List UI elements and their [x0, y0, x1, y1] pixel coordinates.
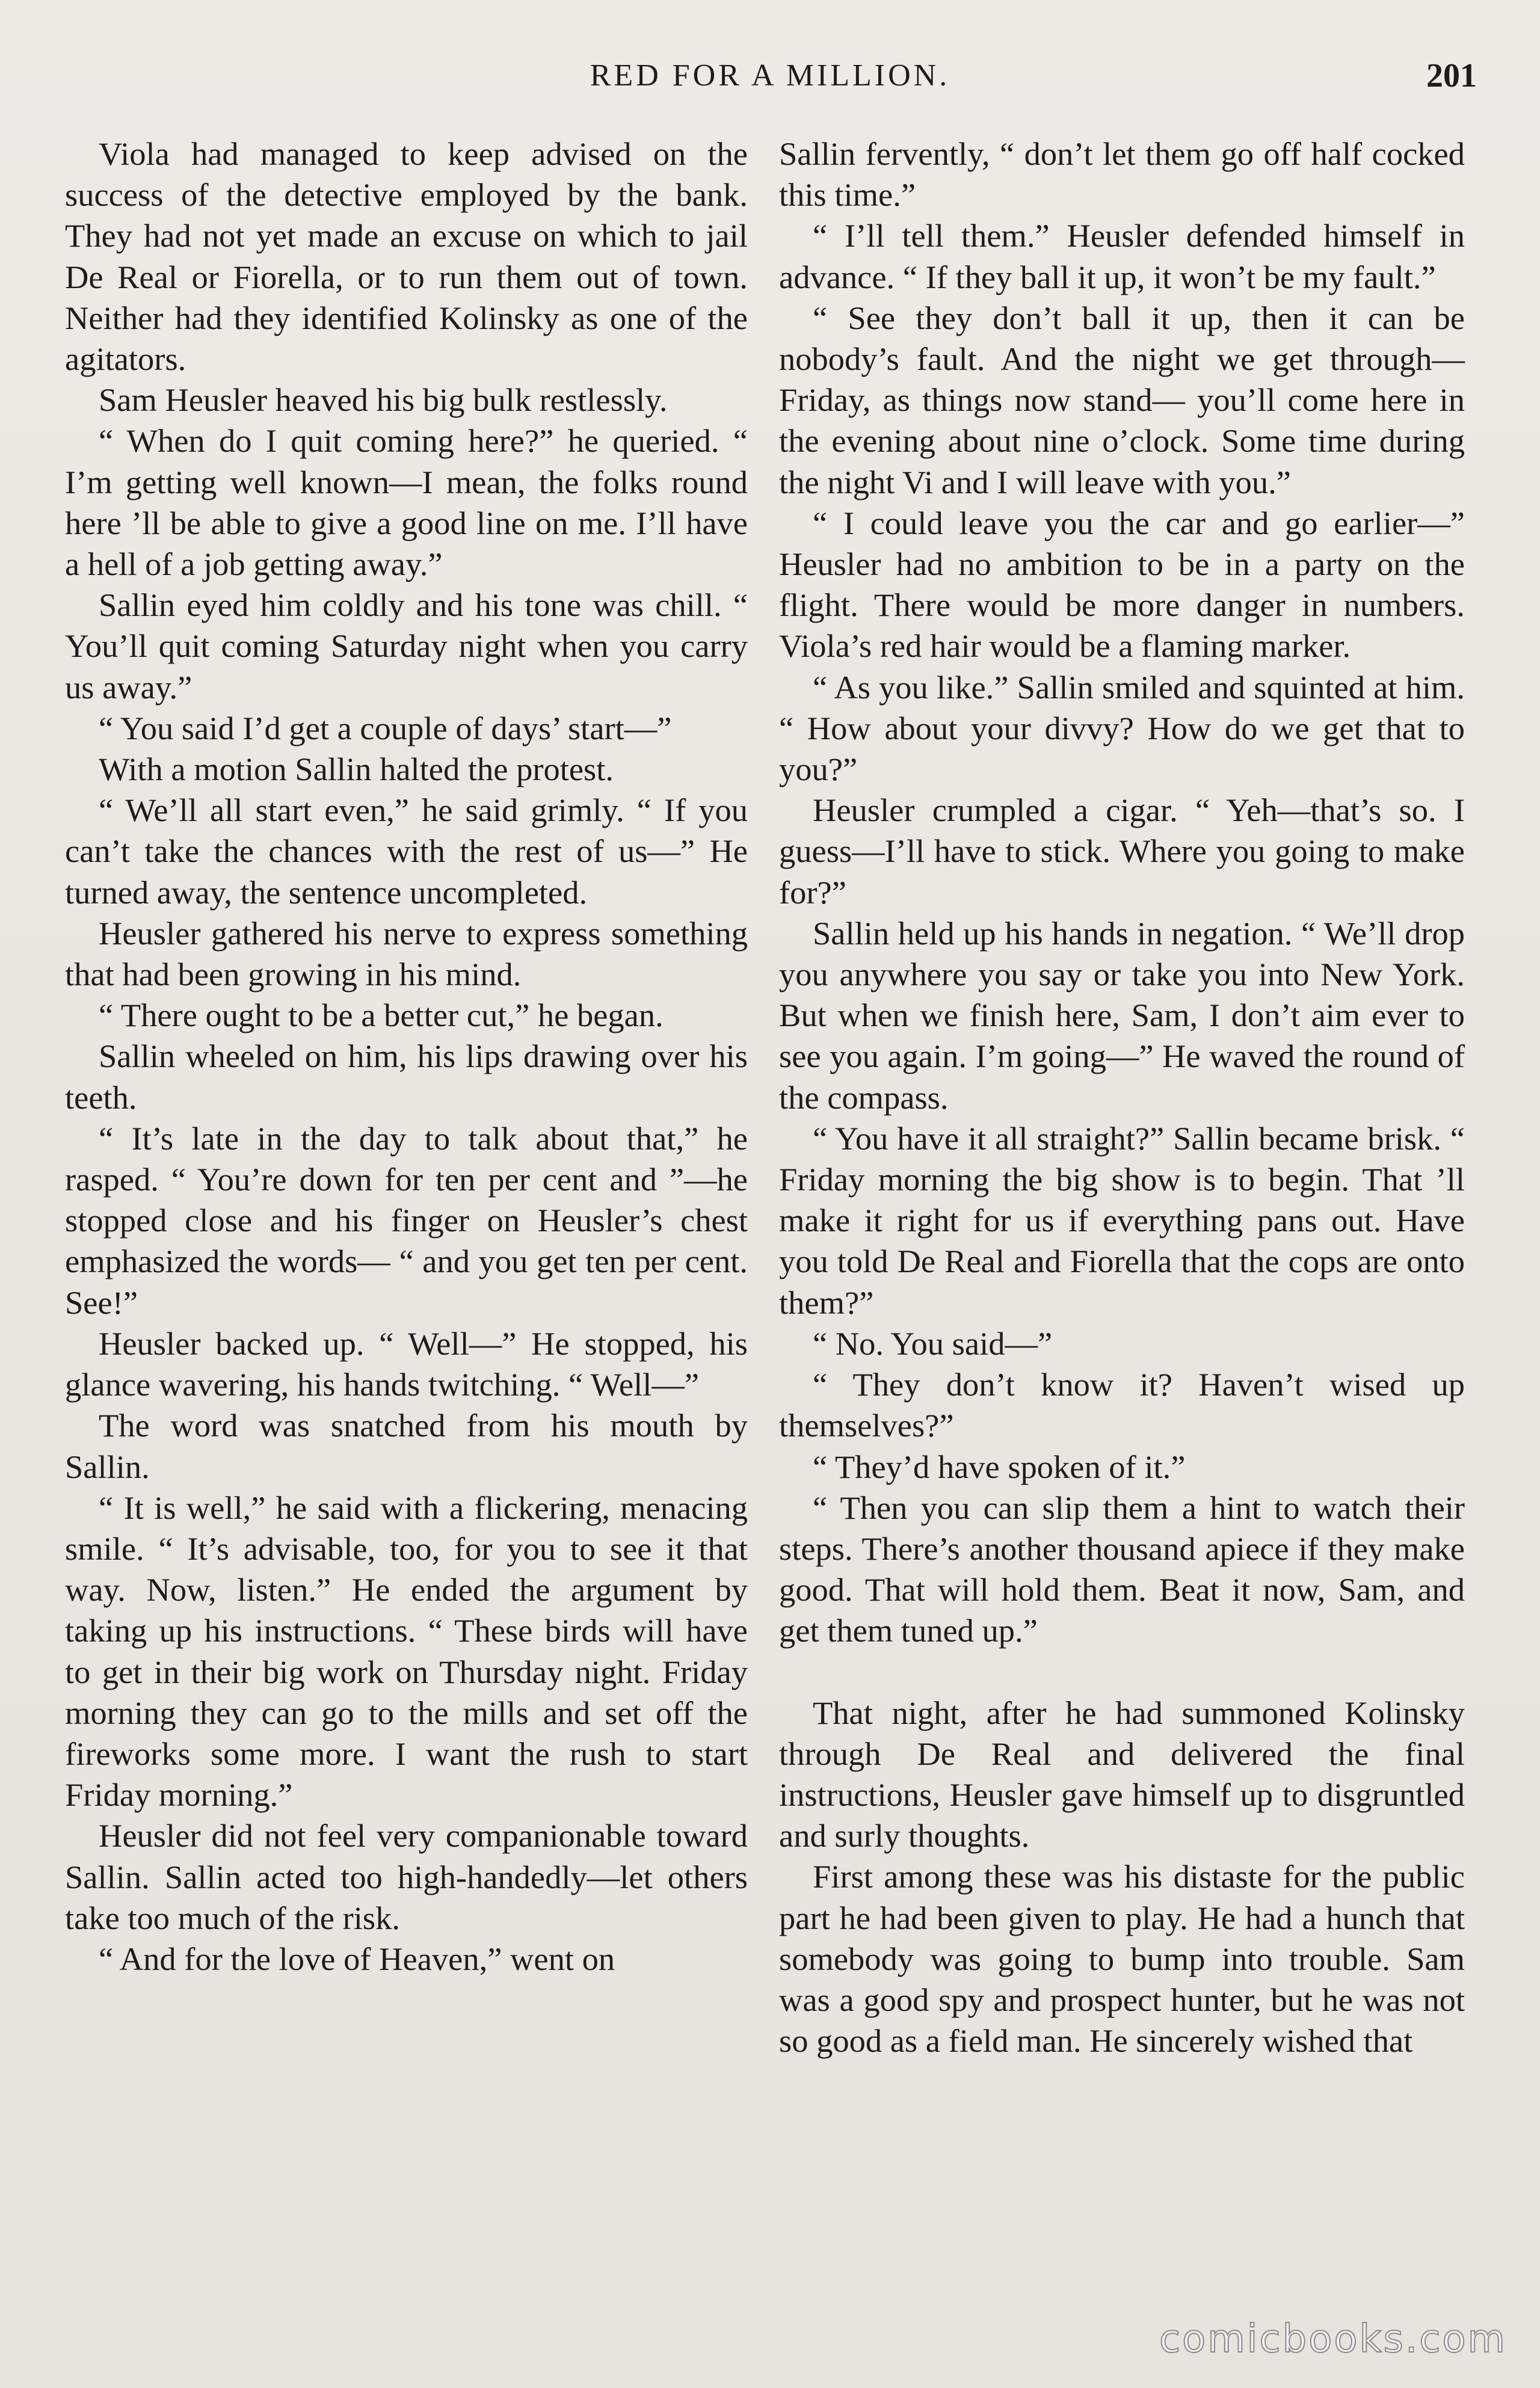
paragraph: First among these was his distaste for the public part he had been given to play. He had a hunch that somebody was going to bump into trouble. Sam was a good spy and prospect hunter, but he was not so good as a field man. He sincerely wished that: [779, 1858, 1465, 2060]
paragraph: “ It is well,” he said with a flickering, menacing smile. “ It’s advisable, too, for you to see it that way. Now, listen.” He ended the argument by taking up his instructions. “ These birds will have to get in their big work on Thursday night. Friday morning they can go to the mills and set off the fireworks some more. I want the rush to start Friday morning.”: [65, 1489, 748, 1814]
running-header: [63, 47, 1477, 101]
paragraph: Sallin eyed him coldly and his tone was chill. “ You’ll quit coming Saturday night when you carry us away.”: [65, 586, 748, 706]
page-number: 201: [1426, 57, 1477, 94]
paragraph: “ You have it all straight?” Sallin became brisk. “ Friday morning the big show is to begin. That ’ll make it right for us if everything pans out. Have you told De Real and Fiorella that the cops are onto them?”: [779, 1119, 1465, 1321]
paragraph: “ They don’t know it? Haven’t wised up themselves?”: [779, 1366, 1465, 1444]
paragraph: “ You said I’d get a couple of days’ start—”: [99, 709, 672, 746]
watermark: comicbooks.com: [1159, 2317, 1507, 2362]
paragraph: “ No. You said—”: [813, 1325, 1053, 1362]
paragraph: “ They’d have spoken of it.”: [813, 1448, 1186, 1485]
paragraph: Heusler did not feel very companionable toward Sallin. Sallin acted too high-handedly—let others take too much of the risk.: [65, 1817, 748, 1936]
paragraph: Sam Heusler heaved his big bulk restlessly.: [99, 381, 668, 419]
paragraph: “ When do I quit coming here?” he queried. “ I’m getting well known—I mean, the folks round here ’ll be able to give a good line on me. I’ll have a hell of a job getting away.”: [65, 422, 748, 583]
paragraph: “ We’ll all start even,” he said grimly. “ If you can’t take the chances with the rest of us—” He turned away, the sentence uncompleted.: [65, 792, 748, 911]
running-title: RED FOR A MILLION.: [590, 58, 950, 93]
left-column: [65, 134, 748, 2287]
paragraph: Sallin held up his hands in negation. “ We’ll drop you anywhere you say or take you into New York. But when we finish here, Sam, I don’t aim ever to see you again. I’m going—” He waved the round of the compass.: [779, 914, 1465, 1116]
paragraph: Heusler gathered his nerve to express something that had been growing in his mind.: [65, 914, 748, 993]
paragraph: “ It’s late in the day to talk about that,” he rasped. “ You’re down for ten per cent and ”—he stopped close and his finger on Heusler’s chest emphasized the words— “ and you get ten per cent. See!”: [65, 1119, 748, 1321]
paragraph: Viola had managed to keep advised on the success of the detective employed by the bank. They had not yet made an excuse on which to jail De Real or Fiorella, or to run them out of town. Neither had they identified Kolinsky as one of the agitators.: [65, 135, 748, 378]
paragraph: “ As you like.” Sallin smiled and squinted at him. “ How about your divvy? How do we get that to you?”: [779, 668, 1465, 788]
paragraph: “ I could leave you the car and go earlier—” Heusler had no ambition to be in a party on the flight. There would be more danger in numbers. Viola’s red hair would be a flaming marker.: [779, 504, 1465, 665]
paragraph: Heusler backed up. “ Well—” He stopped, his glance wavering, his hands twitching. “ Well—”: [65, 1325, 748, 1403]
paragraph: With a motion Sallin halted the protest.: [99, 751, 614, 788]
paragraph: “ I’ll tell them.” Heusler defended himself in advance. “ If they ball it up, it won’t be my fault.”: [779, 217, 1465, 295]
paragraph: Sallin wheeled on him, his lips drawing over his teeth.: [65, 1038, 748, 1116]
right-column: [779, 134, 1465, 2287]
paragraph: That night, after he had summoned Kolinsky through De Real and delivered the final instructions, Heusler gave himself up to disgruntled and surly thoughts.: [779, 1694, 1465, 1854]
paragraph: “ There ought to be a better cut,” he began.: [99, 997, 664, 1034]
paragraph: “ And for the love of Heaven,” went on: [99, 1940, 615, 1977]
paragraph: The word was snatched from his mouth by Sallin.: [65, 1407, 748, 1485]
paragraph: “ Then you can slip them a hint to watch their steps. There’s another thousand apiece if they make good. That will hold them. Beat it now, Sam, and get them tuned up.”: [779, 1489, 1465, 1649]
paragraph: “ See they don’t ball it up, then it can be nobody’s fault. And the night we get through—Friday, as things now stand— you’ll come here in the evening about nine o’clock. Some time during the night Vi and I will leave with you.”: [779, 299, 1465, 500]
paragraph-continued: Sallin fervently, “ don’t let them go off half cocked this time.”: [779, 135, 1465, 214]
paragraph: Heusler crumpled a cigar. “ Yeh—that’s so. I guess—I’ll have to stick. Where you going to make for?”: [779, 792, 1465, 911]
